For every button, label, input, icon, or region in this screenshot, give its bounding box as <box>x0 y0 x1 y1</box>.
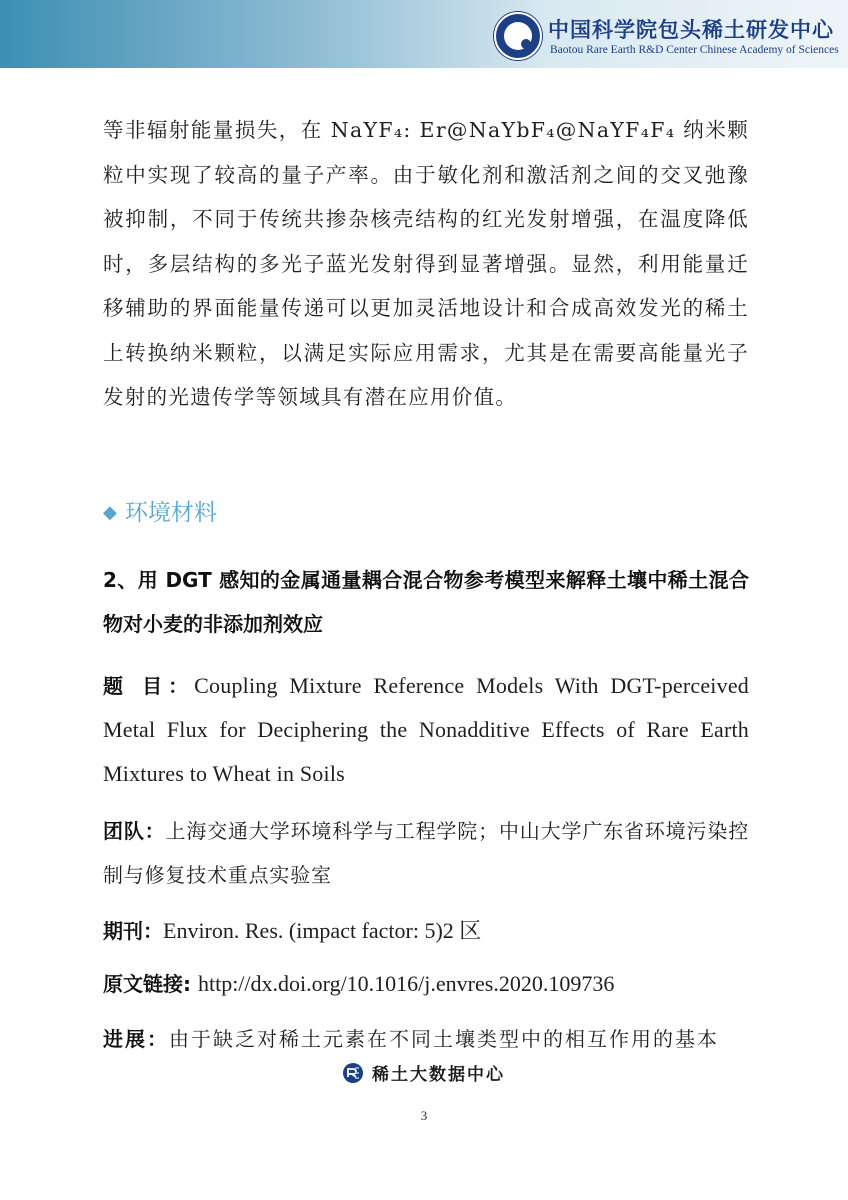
team-value: 上海交通大学环境科学与工程学院；中山大学广东省环境污染控制与修复技术重点实验室 <box>103 819 749 887</box>
article-title-field <box>103 664 749 796</box>
journal-value: Environ. Res. (impact factor: 5)2 区 <box>163 918 482 943</box>
re-logo-icon <box>342 1062 364 1084</box>
diamond-icon: ◆ <box>103 502 117 523</box>
section-title-text: 环境材料 <box>124 500 217 526</box>
progress-value: 由于缺乏对稀土元素在不同土壤类型中的相互作用的基本 <box>169 1027 719 1051</box>
journal-field <box>103 909 749 953</box>
journal-label: 期刊： <box>103 919 163 943</box>
cas-emblem-icon <box>494 12 542 60</box>
link-label: 原文链接: <box>103 972 198 996</box>
progress-field <box>103 1017 749 1061</box>
page-number: 3 <box>420 1108 428 1123</box>
team-field <box>103 809 749 897</box>
team-label: 团队： <box>103 819 166 843</box>
doi-link[interactable]: http://dx.doi.org/10.1016/j.envres.2020.109736 <box>197 971 615 996</box>
section-title <box>103 494 217 527</box>
continuation-paragraph: 等非辐射能量损失，在 NaYF₄: Er@NaYbF₄@NaYF₄F₄ 纳米颗粒中实现了较高的量子产率。由于敏化剂和激活剂之间的交叉弛豫被抑制，不同于传统共掺杂核壳结构的红光发射增强，在温度降低时，多层结构的多光子蓝光发射得到显著增强。显然，利用能量迁移辅助的界面能量传递可以更加灵活地设计和合成高效发光的稀土上转换纳米颗粒，以满足实际应用需求，尤其是在需要高能量光子发射的光遗传学等领域具有潜在应用价值。 <box>103 118 749 409</box>
title-label: 题 目： <box>103 674 195 698</box>
article-heading: 2、用 DGT 感知的金属通量耦合混合物参考模型来解释土壤中稀土混合物对小麦的非添加剂效应 <box>103 568 749 636</box>
progress-label: 进展： <box>103 1027 169 1051</box>
footer-brand: 稀土大数据中心 <box>372 1065 505 1085</box>
title-value: Coupling Mixture Reference Models With DGT-perceived Metal Flux for Deciphering the Nonadditive Effects of Rare Earth Mixtures to Wheat in Soils <box>103 673 749 786</box>
link-field <box>103 962 749 1006</box>
org-name-cn: 中国科学院包头稀土研发中心 <box>548 17 834 42</box>
org-name-en: Baotou Rare Earth R&D Center Chinese Academy of Sciences <box>550 44 839 56</box>
